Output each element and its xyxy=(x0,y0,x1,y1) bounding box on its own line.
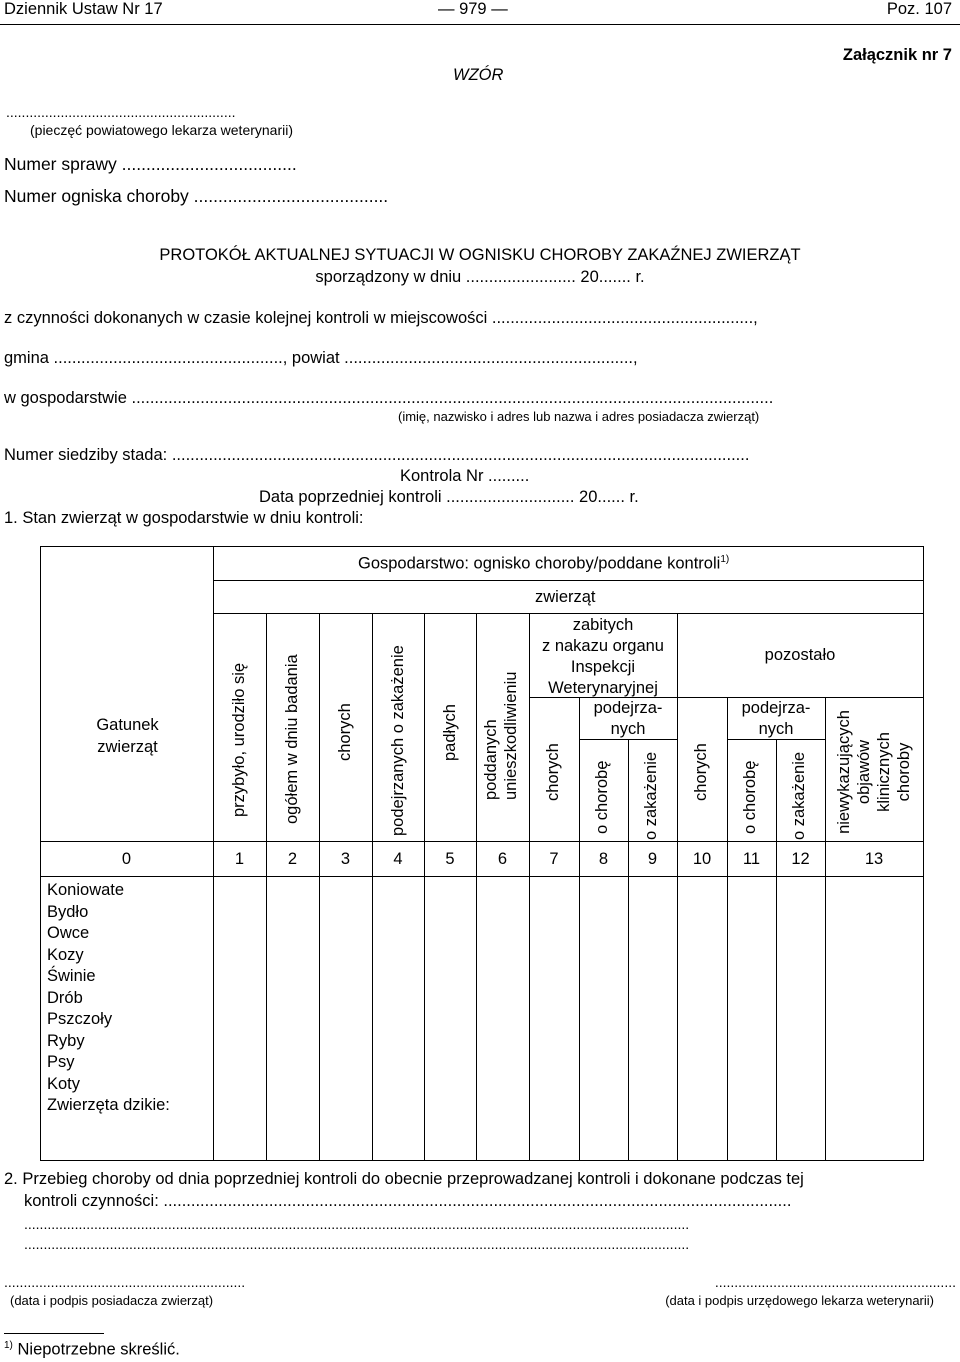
col-number-11: 11 xyxy=(742,850,761,868)
col-line-8 xyxy=(628,739,629,1161)
species-row: Koty xyxy=(47,1074,81,1093)
table-border-right xyxy=(923,546,924,1161)
col-number-5: 5 xyxy=(445,850,455,868)
outbreak-number: Numer ogniska choroby ........................................ xyxy=(4,186,389,206)
col-number-13: 13 xyxy=(864,850,884,868)
col-header-no-symptoms-line2: objawów xyxy=(855,739,873,805)
remaining-header: pozostało xyxy=(764,646,836,664)
rule-numbers-bottom xyxy=(40,876,924,877)
col-header-sick: chorych xyxy=(336,703,354,761)
col-line-2 xyxy=(319,613,320,1161)
col-header-disposed-line1: poddanych xyxy=(482,719,500,800)
section-2-line3: ........................................................................................................................................................................... xyxy=(24,1216,690,1232)
protocol-date: sporządzony w dniu ........................ 20....... r. xyxy=(315,268,645,286)
stamp-caption: (pieczęć powiatowego lekarza weterynarii) xyxy=(30,122,294,138)
stamp-dots: ........................................................... xyxy=(6,104,236,120)
col-header-arrived: przybyło, urodziło się xyxy=(230,662,248,817)
col-number-6: 6 xyxy=(497,850,508,868)
header-journal: Dziennik Ustaw Nr 17 xyxy=(4,0,163,18)
slaughtered-header-line4: Weterynaryjnej xyxy=(548,679,658,697)
col-header-dead: padłych xyxy=(441,704,459,761)
species-header-line2: zwierząt xyxy=(97,738,158,756)
slaughtered-header-line1: zabitych xyxy=(572,616,634,634)
col-header-remaining-suspected-infection: o zakażenie xyxy=(790,751,808,840)
remaining-suspected-line2: nych xyxy=(758,720,794,738)
slaughtered-header-line2: z nakazu organu xyxy=(541,637,664,655)
remaining-suspected-header xyxy=(727,698,825,740)
col-number-7: 7 xyxy=(549,850,559,868)
section-2-line2: kontroli czynności: ......................................................................................................................................... xyxy=(24,1192,792,1210)
col-header-slaughtered-sick: chorych xyxy=(544,743,562,801)
farm-header xyxy=(358,554,729,574)
col-line-3 xyxy=(372,613,373,1161)
slaughtered-header xyxy=(529,615,677,699)
section-1-heading: 1. Stan zwierząt w gospodarstwie w dniu kontroli: xyxy=(4,509,364,527)
section-2-line1: 2. Przebieg choroby od dnia poprzedniej kontroli do obecnie przeprowadzanej kontroli i dokonane podczas tej xyxy=(4,1170,804,1188)
previous-control-date: Data poprzedniej kontroli ............................ 20...... r. xyxy=(259,488,639,506)
footnote-mark: 1) xyxy=(4,1340,13,1351)
species-row: Zwierzęta dzikie: xyxy=(47,1096,170,1114)
rule-header-bottom xyxy=(40,841,924,842)
signature-vet-dots: .............................................................. xyxy=(714,1274,956,1290)
col-header-remaining-suspected-disease: o chorobę xyxy=(741,760,759,834)
col-header-no-symptoms-line1: niewykazujących xyxy=(835,710,853,834)
farm-header-footnote-mark: 1) xyxy=(720,554,730,565)
col-header-disposed xyxy=(481,672,521,800)
species-row: Bydło xyxy=(47,902,89,921)
col-line-1 xyxy=(266,613,267,1161)
col-header-no-symptoms-line3: klinicznych xyxy=(875,732,893,812)
slaughtered-suspected-line2: nych xyxy=(610,720,646,738)
footnote-rule xyxy=(4,1333,104,1334)
species-row: Pszczoły xyxy=(47,1010,113,1028)
species-row: Drób xyxy=(47,988,83,1007)
col-line-12 xyxy=(825,697,826,1161)
slaughtered-header-line3: Inspekcji xyxy=(570,658,636,676)
species-row: Koniowate xyxy=(47,881,125,899)
section-2-line4: ........................................................................................................................................................................... xyxy=(24,1236,690,1252)
slaughtered-suspected-header xyxy=(579,698,677,740)
col-number-12: 12 xyxy=(791,850,810,868)
table-border-bottom xyxy=(40,1160,924,1161)
col-line-11 xyxy=(776,739,777,1161)
case-number: Numer sprawy .................................... xyxy=(4,154,297,174)
header-rule xyxy=(0,24,960,25)
remaining-suspected-line1: podejrza- xyxy=(741,699,811,717)
col-number-0: 0 xyxy=(121,850,132,868)
col-header-slaughtered-suspected-disease: o chorobę xyxy=(593,760,611,834)
signature-owner-caption: (data i podpis posiadacza zwierząt) xyxy=(10,1293,214,1308)
footnote xyxy=(4,1340,180,1360)
species-row: Ryby xyxy=(47,1031,85,1050)
species-row: Kozy xyxy=(47,945,84,964)
col-number-4: 4 xyxy=(393,850,403,868)
footnote-text: Niepotrzebne skreślić. xyxy=(17,1340,180,1359)
rule-farm-header xyxy=(213,580,923,581)
farm-caption: (imię, nazwisko i adres lub nazwa i adres posiadacza zwierząt) xyxy=(398,409,760,424)
col-line-4 xyxy=(424,613,425,1161)
header-page-number: — 979 — xyxy=(438,0,508,18)
col-header-remaining-sick: chorych xyxy=(692,743,710,801)
col-line-5 xyxy=(476,613,477,1161)
activities-line: z czynności dokonanych w czasie kolejnej kontroli w miejscowości ........................................................., xyxy=(4,309,758,327)
header-position: Poz. 107 xyxy=(886,0,952,18)
col-header-total: ogółem w dniu badania xyxy=(283,654,301,824)
col-number-8: 8 xyxy=(598,850,609,868)
herd-number-line: Numer siedziby stada: .............................................................................................................................. xyxy=(4,446,750,464)
template-label: WZÓR xyxy=(453,66,504,84)
col-number-2: 2 xyxy=(287,850,298,868)
species-list xyxy=(47,880,170,1117)
control-number: Kontrola Nr ......... xyxy=(400,467,530,485)
protocol-title: PROTOKÓŁ AKTUALNEJ SYTUACJI W OGNISKU CHOROBY ZAKAŹNEJ ZWIERZĄT xyxy=(159,246,801,264)
species-row: Owce xyxy=(47,924,90,942)
col-header-no-symptoms-line4: choroby xyxy=(895,742,913,802)
species-row: Świnie xyxy=(47,967,96,985)
farm-header-text: Gospodarstwo: ognisko choroby/poddane kontroli xyxy=(358,554,721,573)
col-header-no-symptoms xyxy=(834,704,914,840)
annex-label: Załącznik nr 7 xyxy=(842,46,952,64)
col-line-9 xyxy=(677,613,678,1161)
col-header-suspected-infection: podejrzanych o zakażenie xyxy=(389,645,407,836)
col-line-10 xyxy=(727,697,728,1161)
slaughtered-suspected-line1: podejrza- xyxy=(593,699,663,717)
table-border-top xyxy=(40,546,924,547)
signature-owner-dots: .............................................................. xyxy=(4,1274,246,1290)
farm-line: w gospodarstwie ............................................................................................................................................ xyxy=(4,389,774,407)
col-header-slaughtered-suspected-infection: o zakażenie xyxy=(642,751,660,840)
col-number-9: 9 xyxy=(647,850,658,868)
species-header xyxy=(60,714,195,758)
animals-header: zwierząt xyxy=(535,588,596,606)
col-line-7 xyxy=(579,697,580,1161)
signature-vet-caption: (data i podpis urzędowego lekarza weterynarii) xyxy=(665,1293,934,1308)
col-number-1: 1 xyxy=(234,850,245,868)
col-header-disposed-line2: unieszkodliwieniu xyxy=(502,671,520,800)
col-number-3: 3 xyxy=(340,850,351,868)
species-row: Psy xyxy=(47,1053,75,1071)
species-header-line1: Gatunek xyxy=(96,716,159,734)
gmina-powiat-line: gmina .................................................., powiat ..............................................................., xyxy=(4,349,638,367)
col-number-10: 10 xyxy=(692,850,712,868)
